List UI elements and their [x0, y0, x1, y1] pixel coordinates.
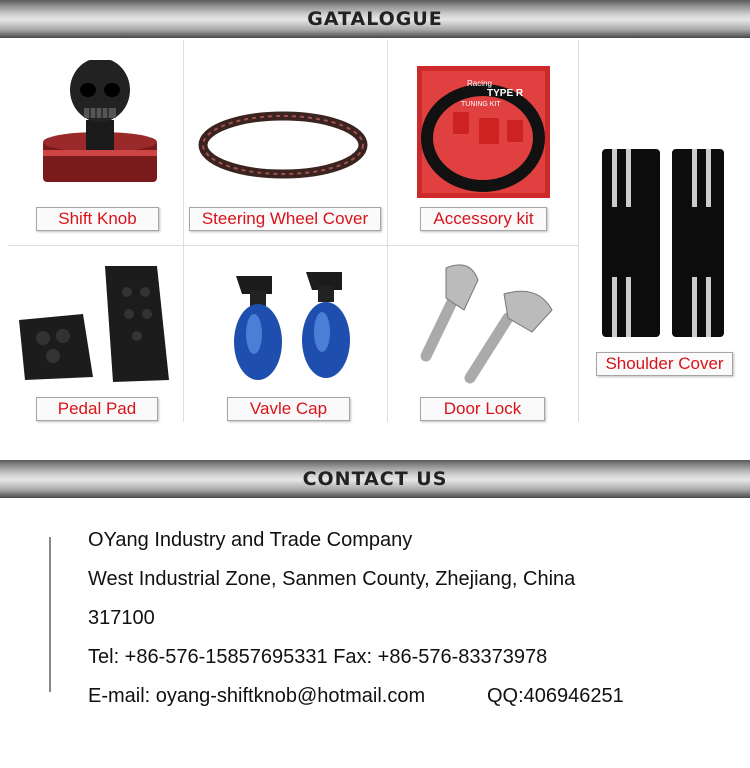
pedal-pad-icon[interactable]: [15, 262, 175, 392]
product-label-pedal-pad[interactable]: Pedal Pad: [36, 397, 158, 421]
grid-divider: [8, 245, 578, 246]
product-label-accessory-kit[interactable]: Accessory kit: [420, 207, 547, 231]
product-label-valve-cap[interactable]: Vavle Cap: [227, 397, 350, 421]
kit-box-brand: Racing: [467, 79, 492, 88]
kit-box-kit: TUNING KIT: [461, 101, 501, 108]
catalogue-header-bar: [0, 0, 750, 38]
grid-divider: [578, 40, 579, 422]
contact-divider: [49, 537, 51, 692]
contact-title: CONTACT US: [302, 468, 448, 490]
door-lock-icon[interactable]: [412, 258, 562, 393]
product-label-shoulder-cover[interactable]: Shoulder Cover: [596, 352, 733, 376]
skull-shift-knob-icon[interactable]: [40, 60, 160, 190]
product-label-shift-knob[interactable]: Shift Knob: [36, 207, 159, 231]
postcode: 317100: [88, 607, 155, 629]
valve-cap-icon[interactable]: [224, 264, 364, 394]
company-address: West Industrial Zone, Sanmen County, Zhejiang, China: [88, 568, 576, 590]
phone-fax: Tel: +86-576-15857695331 Fax: +86-576-83373978: [88, 646, 548, 668]
accessory-kit-icon[interactable]: [417, 66, 550, 203]
contact-header-bar: [0, 460, 750, 498]
company-name: OYang Industry and Trade Company: [88, 529, 413, 551]
grid-divider: [387, 40, 388, 422]
grid-divider: [183, 40, 184, 422]
catalogue-title: GATALOGUE: [307, 8, 443, 30]
product-label-door-lock[interactable]: Door Lock: [420, 397, 545, 421]
steering-wheel-cover-icon[interactable]: [198, 110, 368, 185]
email-address[interactable]: E-mail: oyang-shiftknob@hotmail.com: [88, 685, 426, 707]
product-label-steering-wheel-cover[interactable]: Steering Wheel Cover: [189, 207, 381, 231]
shoulder-cover-icon[interactable]: [598, 145, 728, 345]
kit-box-type: TYPE R: [487, 88, 524, 99]
qq-number: QQ:406946251: [487, 685, 624, 707]
